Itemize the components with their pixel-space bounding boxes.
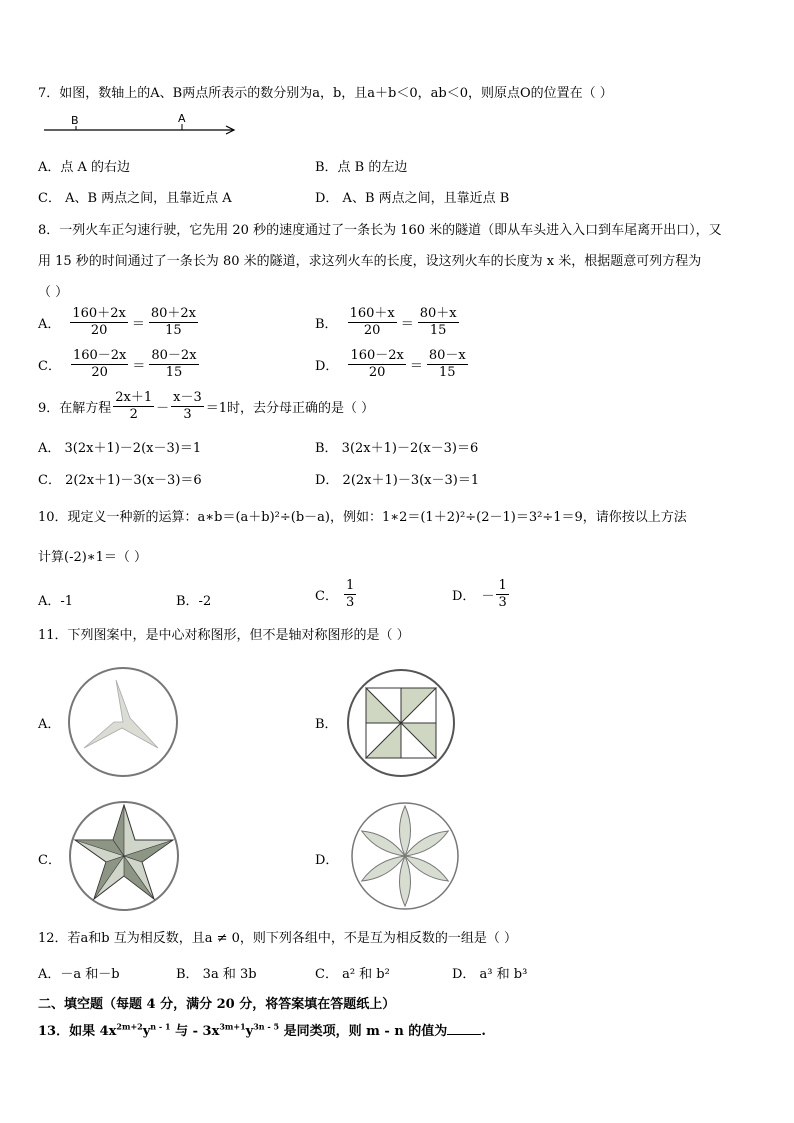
q10-option-b[interactable]: B．-2	[176, 594, 212, 609]
q12-option-c[interactable]: C． a² 和 b²	[315, 967, 390, 982]
q13-stem	[38, 1020, 486, 1039]
q9-stem-pre: 9．在解方程	[38, 401, 112, 417]
exponent: n - 1	[150, 1021, 171, 1032]
q12-option-a[interactable]: A．－a 和－b	[38, 967, 120, 982]
q10-option-d-label: D．	[452, 589, 476, 605]
q9-option-c[interactable]: C． 2(2x＋1)－3(x－3)＝6	[38, 473, 202, 488]
q9-option-d[interactable]: D． 2(2x＋1)－3(x－3)＝1	[315, 473, 480, 488]
number-line-figure	[44, 112, 240, 138]
q10-option-d[interactable]	[452, 578, 511, 612]
q13-text: 是同类项，则 m - n 的值为	[279, 1024, 448, 1039]
q12-option-d[interactable]: D． a³ 和 b³	[452, 967, 528, 982]
equals-sign: ＝	[132, 359, 146, 375]
figure-six-petal-flower	[350, 800, 460, 912]
label-b: B	[71, 114, 79, 127]
q7-option-d[interactable]: D． A、B 两点之间，且靠近点 B	[315, 191, 510, 206]
equals-sign: ＝	[400, 317, 414, 333]
figure-three-point-star	[64, 666, 182, 778]
fraction: $\frac{160+2x}{20}$	[72, 306, 126, 339]
q8-stem-line3: （ ）	[38, 285, 69, 300]
fraction: $\frac{80+x}{15}$	[419, 306, 457, 339]
q12-stem: 12．若a和b 互为相反数，且a ≠ 0，则下列各组中，不是互为相反数的一组是（ ）	[38, 931, 518, 946]
fraction: $\frac{2x+1}{2}$	[115, 390, 153, 423]
fraction: $\frac{160-2x}{20}$	[72, 348, 127, 381]
q11-stem: 11．下列图案中，是中心对称图形，但不是轴对称图形的是（ ）	[38, 628, 410, 643]
q10-option-c[interactable]	[315, 578, 358, 612]
q9-stem-post: ＝1时，去分母正确的是（ ）	[205, 401, 375, 417]
equals-sign: ＝	[131, 317, 145, 333]
q8-option-c[interactable]	[38, 348, 201, 382]
q9-option-b[interactable]: B． 3(2x＋1)－2(x－3)＝6	[315, 441, 479, 456]
q11-option-d[interactable]: D．	[315, 853, 339, 868]
q11-option-c[interactable]: C．	[38, 853, 61, 868]
q8-stem-line2: 用 15 秒的时间通过了一条长为 80 米的隧道，求这列火车的长度，设这列火车的长度为 x 米，根据题意可列方程为	[38, 254, 702, 269]
exponent: 2m+2	[116, 1021, 143, 1032]
q10-option-a[interactable]: A．-1	[38, 594, 74, 609]
fraction: $\frac{1}{3}$	[345, 578, 355, 611]
q10-stem-line2: 计算(-2)∗1＝（ ）	[38, 550, 148, 565]
q8-option-b-label: B．	[315, 317, 338, 333]
q7-option-a[interactable]: A．点 A 的右边	[38, 160, 131, 175]
q8-stem-line1: 8．一列火车正匀速行驶，它先用 20 秒的速度通过了一条长为 160 米的隧道（即从车头进入入口到车尾离开出口），又	[38, 223, 722, 238]
fraction: $\frac{160-2x}{20}$	[350, 348, 404, 381]
q7-option-c[interactable]: C． A、B 两点之间，且靠近点 A	[38, 191, 232, 206]
fraction: $\frac{1}{3}$	[498, 578, 507, 611]
q8-option-d[interactable]	[315, 348, 470, 382]
minus-sign: －	[156, 401, 170, 417]
q9-option-a[interactable]: A． 3(2x＋1)－2(x－3)＝1	[38, 441, 202, 456]
exponent: 3m+1	[219, 1021, 246, 1032]
q12-option-b[interactable]: B． 3a 和 3b	[176, 967, 257, 982]
q7-stem: 7．如图，数轴上的A、B两点所表示的数分别为a，b，且a＋b＜0，ab＜0，则原点O的位置在（ ）	[38, 86, 613, 101]
equals-sign: ＝	[409, 359, 423, 375]
q8-option-b[interactable]	[315, 306, 461, 340]
exponent: 3n - 5	[253, 1021, 280, 1032]
q7-option-b[interactable]: B．点 B 的左边	[315, 160, 408, 175]
fraction: $\frac{80+2x}{15}$	[150, 306, 196, 339]
figure-five-point-star	[66, 800, 182, 912]
figure-pinwheel	[344, 668, 458, 778]
section-heading: 二、填空题（每题 4 分，满分 20 分，将答案填在答题纸上）	[38, 997, 396, 1012]
fraction: $\frac{80-x}{15}$	[428, 348, 466, 381]
fraction: $\frac{x-3}{3}$	[173, 390, 202, 423]
q8-option-a[interactable]	[38, 306, 200, 340]
q9-stem	[38, 390, 374, 424]
fraction: $\frac{80-2x}{15}$	[151, 348, 197, 381]
q11-option-a[interactable]: A．	[38, 717, 61, 732]
q10-option-c-label: C．	[315, 589, 338, 605]
q13-text: 13．如果 4x	[38, 1024, 117, 1039]
q10-stem-line1: 10．现定义一种新的运算：a∗b＝(a＋b)²÷(b－a)，例如：1∗2＝(1＋2)²÷(2－1)＝3²÷1＝9，请你按以上方法	[38, 510, 687, 525]
q8-option-d-label: D．	[315, 359, 339, 375]
q11-option-b[interactable]: B．	[315, 717, 338, 732]
answer-blank[interactable]	[447, 1022, 481, 1035]
q8-option-c-label: C．	[38, 359, 61, 375]
q13-text: y	[245, 1024, 254, 1039]
minus-sign: －	[481, 589, 495, 605]
fraction: $\frac{160+x}{20}$	[349, 306, 395, 339]
q8-option-a-label: A．	[38, 317, 61, 333]
q13-text: 与 - 3x	[170, 1024, 220, 1039]
q13-text: y	[142, 1024, 151, 1039]
label-a: A	[178, 112, 186, 125]
q13-end: .	[481, 1024, 486, 1039]
